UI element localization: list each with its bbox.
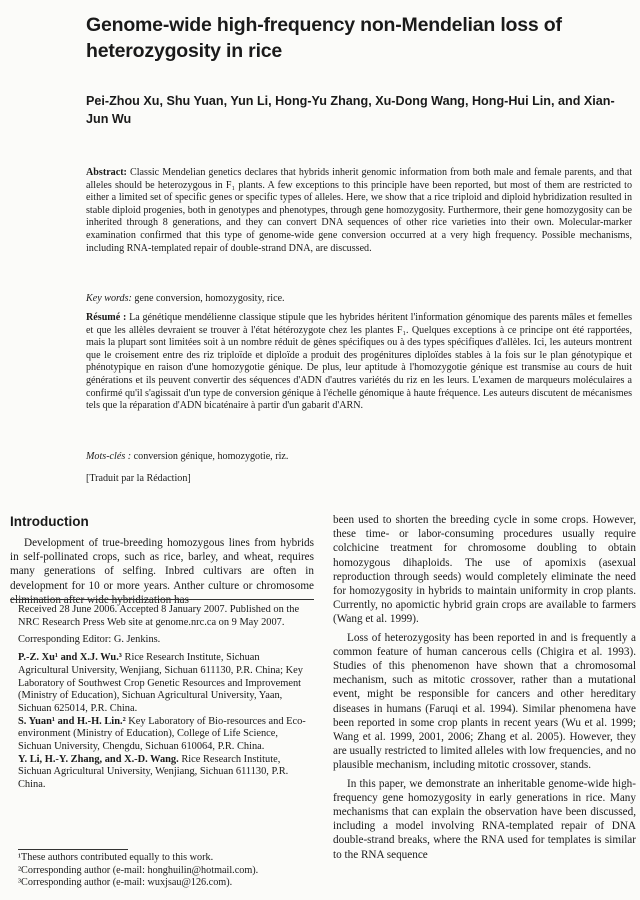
- affiliation-3-names: Y. Li, H.-Y. Zhang, and X.-D. Wang.: [18, 753, 179, 765]
- footnote-3: ³Corresponding author (e-mail: wuxjsau@126.com).: [18, 877, 233, 888]
- affiliation-1-text: Rice Research Institute, Sichuan Agricultural University, Wenjiang, Sichuan 611130, P.R. China; Key Laboratory of Southwest Crop Genetic Resources and Improvement (Ministry of Education), Sichuan Agricultural University, Yaan, Sichuan 625014, P.R. China.: [18, 652, 303, 714]
- footnote-divider: [10, 599, 314, 600]
- mots-cles: [86, 451, 632, 464]
- keywords-text: gene conversion, homozygosity, rice.: [134, 293, 285, 304]
- resume-label: Résumé :: [86, 312, 127, 323]
- abstract-text: Classic Mendelian genetics declares that hybrids inherit genomic information from both male and female parents, and that alleles should be heterozygous in F₁ plants. A few exceptions to this principle have been reported, but most of them are restricted to either a limited set of specific genes or specific types of alleles. Here, we show that a rice triploid and diploid hybridization resulted in stable diploid progenies, both in genotypes and phenotypes, through gene homozygosity. Furthermore, their gene homozygosity can be inherited through 8 generations, and they can convert DNA sequences of other rice varieties into their own. Molecular-marker examination confirmed that this type of genome-wide gene conversion occurred at a very high frequency. Possible mechanisms, including RNA-templated repair of double-strand DNA, are discussed.: [86, 167, 632, 254]
- footnotes: [18, 852, 310, 890]
- translation-note: [Traduit par la Rédaction]: [86, 473, 191, 484]
- article-notes: [18, 604, 310, 792]
- footnote-short-rule: [18, 849, 128, 850]
- abstract-label: Abstract:: [86, 167, 127, 178]
- affiliation-1: [18, 652, 310, 716]
- right-column: [333, 513, 636, 862]
- intro-left-column: [10, 536, 314, 607]
- editor-note: Corresponding Editor: G. Jenkins.: [18, 634, 161, 646]
- resume: [86, 312, 632, 413]
- affiliation-2-text: Key Laboratory of Bio-resources and Eco-environment (Ministry of Education), College of Life Science, Sichuan University, Chengdu, Sichuan 610064, P.R. China.: [18, 715, 306, 753]
- resume-text: La génétique mendélienne classique stipule que les hybrides héritent l'information génomique des parents mâles et femelles et que les allèles devraient se trouver à l'état hétérozygote chez les plantes F₁. Quelques exceptions à ce principe ont été rapportées, mais la plupart sont limitées soit à un nombre réduit de gènes spécifiques ou à des types spécifiques d'allèles. Ici, les auteurs montrent que le croisement entre des riz triploïde et diploïde a produit des progénitures diploïdes stables à la fois sur le plan génotypique et phénotypique en raison d'une homozygotie génique. De plus, leur aptitude à l'homozygotie génique est transmise au cours de huit générations et ils peuvent convertir des séquences d'ADN d'autres variétés du riz en les leurs. L'examen de marqueurs moléculaires a confirmé qu'il s'agissait d'un type de conversion génique à l'échelle génomique à haute fréquence. Les auteurs discutent de mécanismes tels que la réparation d'ADN bicaténaire à partir d'un gabarit d'ARN.: [86, 312, 632, 412]
- right-paragraph-3: In this paper, we demonstrate an inheritable genome-wide high-frequency gene homozygosity in early generations in rice. Many mechanisms that can explain the observation have been discussed, including a model involving RNA-templated repair of DNA double-strand breaks, where the RNA used for templates is similar to the RNA sequence: [333, 777, 636, 861]
- mots-cles-text: conversion génique, homozygotie, riz.: [133, 451, 289, 462]
- intro-paragraph: Development of true-breeding homozygous lines from hybrids in self-pollinated crops, such as rice, barley, and wheat, requires many generations of selfing. Inbred cultivars are often in development for 10 or more years. Anther culture or chromosome elimination after wide hybridization has: [10, 537, 314, 606]
- affiliation-3-text: Rice Research Institute, Sichuan Agricultural University, Wenjiang, Sichuan 611130, P.R. China.: [18, 753, 289, 791]
- mots-cles-label: Mots-clés :: [86, 451, 132, 462]
- keywords: [86, 293, 632, 306]
- affiliation-3: [18, 754, 310, 792]
- affiliation-1-names: P.-Z. Xu¹ and X.J. Wu.³: [18, 652, 122, 664]
- keywords-label: Key words:: [86, 293, 132, 304]
- right-paragraph-1: been used to shorten the breeding cycle in some crops. However, these time- or labor-consuming procedures usually require colchicine treatment for chromosome doubling to obtain homozygous dihaploids. The use of apomixis (asexual reproduction through seeds) would completely eliminate the need for homozygosity in hybrids to maintain uniformity in crop plants. Currently, no apomictic hybrid grain crops are available to farmers (Wang et al. 1999).: [333, 514, 636, 626]
- paper-title: Genome-wide high-frequency non-Mendelian loss of heterozygosity in rice: [86, 14, 562, 62]
- introduction-heading: Introduction: [10, 514, 89, 529]
- affiliation-2-names: S. Yuan¹ and H.-H. Lin.²: [18, 715, 126, 727]
- author-list: Pei-Zhou Xu, Shu Yuan, Yun Li, Hong-Yu Zhang, Xu-Dong Wang, Hong-Hui Lin, and Xian-Jun Wu: [86, 94, 615, 126]
- right-paragraph-2: Loss of heterozygosity has been reported in and is frequently a common feature of human cancerous cells (Chigira et al. 1993). Studies of this phenomenon have shown that a chromosomal mechanism, such as mitotic crossover, rather than a mutational event, might be responsible for cancers and other hereditary diseases in humans (Faruqi et al. 1994). Similar phenomena have been reported in some crop plants in recent years (Wu et al. 1999; Wang et al. 1999, 2001, 2006; Zhang et al. 2005). However, they are usually restricted to limited alleles with low frequencies, and no plausible mechanism, including mitotic crossover, stands.: [333, 631, 636, 772]
- received-note: Received 28 June 2006. Accepted 8 January 2007. Published on the NRC Research Press Web site at genome.nrc.ca on 9 May 2007.: [18, 604, 300, 628]
- footnote-1: ¹These authors contributed equally to this work.: [18, 852, 214, 863]
- footnote-2: ²Corresponding author (e-mail: honghuilin@hotmail.com).: [18, 864, 259, 876]
- abstract: [86, 167, 632, 255]
- affiliation-2: [18, 716, 310, 754]
